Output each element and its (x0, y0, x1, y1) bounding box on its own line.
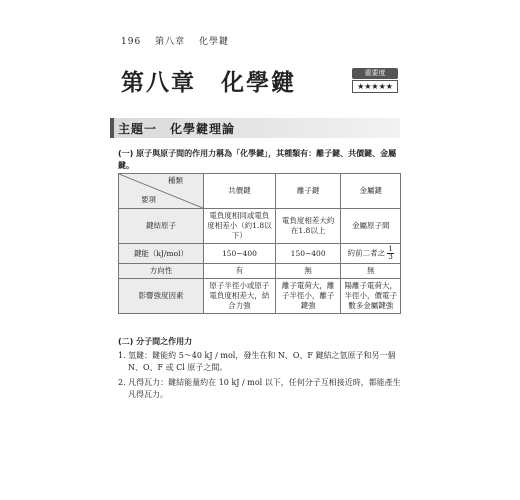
list-item: 2. 凡得瓦力：鍵結能量約在 10 kJ / mol 以下，任何分子互相接近時，都能產生凡得瓦力。 (118, 378, 401, 399)
table-cell: 電負度相差大約在1.8以上 (275, 209, 341, 244)
section-title: (二) 分子間之作用力 (118, 337, 193, 346)
table-cell: 無 (341, 264, 401, 279)
row-label: 鍵能（kJ/mol） (119, 244, 204, 264)
table-cell: 陽離子電荷大，半徑小，價電子數多金屬鍵強 (341, 279, 401, 314)
fraction-denominator: 3 (388, 253, 393, 261)
intro-paragraph (118, 148, 400, 172)
table-row (119, 244, 401, 264)
chapter-title: 第八章 化學鍵 (121, 70, 296, 96)
corner-top-label: 種類 (168, 176, 183, 185)
table-cell: 150~400 (275, 244, 341, 264)
table-row (119, 279, 401, 314)
topic-title: 主題一 化學鍵理論 (118, 122, 236, 136)
table-cell: 150~400 (204, 244, 276, 264)
table-header-row (119, 174, 401, 209)
table-cell: 原子半徑小或原子電負度相差大，結合力強 (204, 279, 276, 314)
list-item: 1. 氫鍵：鍵能約 5～40 kJ / mol，發生在和 N、O、F 鍵結之氫原子和另一個 N、O、F 或 Cl 原子之間。 (118, 351, 396, 372)
row-label: 方向性 (119, 264, 204, 279)
table-cell: 離子電荷大，離子半徑小，離子鍵強 (275, 279, 341, 314)
cell-text: 約前二者之 (347, 248, 386, 258)
header-chapter: 第八章 (155, 37, 186, 47)
fraction (387, 246, 393, 261)
bond-comparison-table (118, 173, 401, 314)
table-cell: 金屬原子間 (341, 209, 401, 244)
table-row (119, 264, 401, 279)
table-corner-cell (119, 174, 204, 209)
table-row (119, 209, 401, 244)
column-header: 金屬鍵 (341, 174, 401, 209)
table-cell: 無 (275, 264, 341, 279)
table-cell (341, 244, 401, 264)
running-header (121, 34, 239, 47)
header-chapter-name: 化學鍵 (198, 37, 229, 47)
importance-stars: ★★★★★ (352, 80, 398, 93)
importance-badge (352, 68, 398, 93)
table-cell: 電負度相同或電負度相差小（約1.8以下） (204, 209, 276, 244)
column-header: 離子鍵 (275, 174, 341, 209)
row-label: 影響強度因素 (119, 279, 204, 314)
column-header: 共價鍵 (204, 174, 276, 209)
importance-label: 重要度 (352, 68, 398, 79)
intro-text: (一) 原子與原子間的作用力稱為「化學鍵」，其種類有：離子鍵、共價鍵、金屬鍵。 (118, 149, 397, 170)
section-items (118, 350, 401, 404)
row-label: 鍵結原子 (119, 209, 204, 244)
table-cell: 有 (204, 264, 276, 279)
corner-bottom-label: 要項 (141, 195, 156, 204)
page-number: 196 (121, 37, 142, 47)
fraction-numerator: 1 (388, 245, 393, 253)
